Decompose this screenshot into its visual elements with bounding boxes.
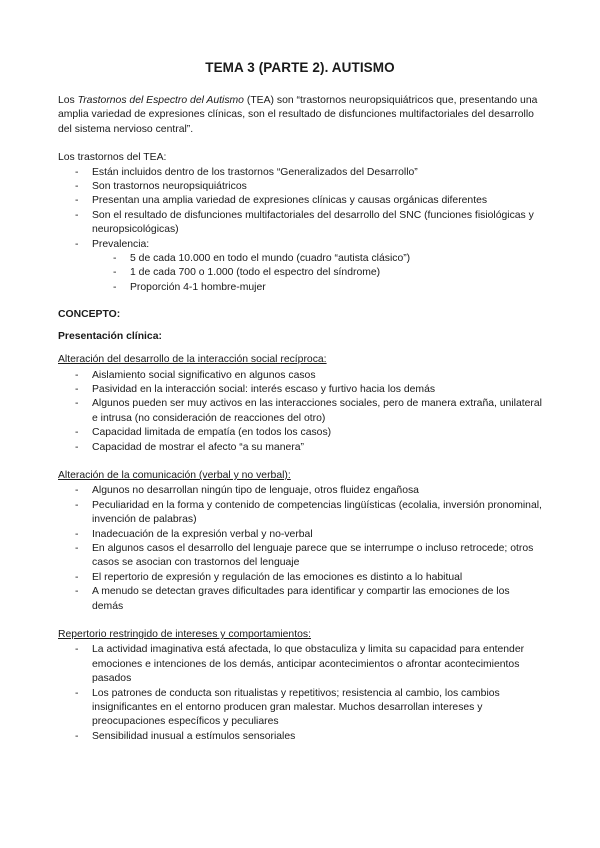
social-list bbox=[58, 369, 542, 455]
list-item: - Inadecuación de la expresión verbal y no-verbal bbox=[58, 528, 542, 542]
list-item: - El repertorio de expresión y regulación de las emociones es distinto a lo habitual bbox=[58, 571, 542, 585]
list-item: - Son el resultado de disfunciones multifactoriales del desarrollo del SNC (funciones fisiológicas y neuropsicológicas) bbox=[58, 209, 542, 238]
repertorio-list bbox=[58, 643, 542, 744]
list-item: - Están incluidos dentro de los trastornos “Generalizados del Desarrollo” bbox=[58, 166, 542, 180]
concepto-heading: CONCEPTO: bbox=[58, 309, 121, 321]
repertorio-heading: Repertorio restringido de intereses y comportamientos: bbox=[58, 629, 311, 640]
comunicacion-list bbox=[58, 484, 542, 614]
list-item: - 1 de cada 700 o 1.000 (todo el espectro del síndrome) bbox=[58, 266, 542, 280]
list-item: - Algunos no desarrollan ningún tipo de lenguaje, otros fluidez engañosa bbox=[58, 484, 542, 498]
list-item: - Aislamiento social significativo en algunos casos bbox=[58, 369, 542, 383]
intro-term: Trastornos del Espectro del Autismo bbox=[77, 95, 244, 106]
social-heading: Alteración del desarrollo de la interacción social recíproca: bbox=[58, 354, 327, 366]
list-item: - Algunos pueden ser muy activos en las interacciones sociales, pero de manera extraña, unilateral e intrusa (no consideración de reacciones del otro) bbox=[58, 397, 542, 426]
list-item: - En algunos casos el desarrollo del lenguaje parece que se interrumpe o incluso retrocede; otros casos se asocian con trastornos del lenguaje bbox=[58, 542, 542, 571]
intro-paragraph bbox=[58, 94, 542, 137]
list-item: - A menudo se detectan graves dificultades para identificar y compartir las emociones de los demás bbox=[58, 585, 542, 614]
comunicacion-heading: Alteración de la comunicación (verbal y no verbal): bbox=[58, 469, 291, 481]
prevalence-list bbox=[58, 252, 542, 295]
list-item: - Prevalencia: bbox=[58, 238, 542, 252]
list-item: - Pasividad en la interacción social: interés escaso y furtivo hacia los demás bbox=[58, 383, 542, 397]
list-item: - Presentan una amplia variedad de expresiones clínicas y causas orgánicas diferentes bbox=[58, 194, 542, 208]
presentacion-heading: Presentación clínica: bbox=[58, 330, 162, 342]
list-item: - Sensibilidad inusual a estímulos sensoriales bbox=[58, 730, 542, 744]
list-item: - Proporción 4-1 hombre-mujer bbox=[58, 281, 542, 295]
document-title: TEMA 3 (PARTE 2). AUTISMO bbox=[205, 60, 395, 75]
list-item: - Peculiaridad en la forma y contenido de competencias lingüísticas (ecolalia, inversión pronominal, invención de palabras) bbox=[58, 499, 542, 528]
list-item: - La actividad imaginativa está afectada, lo que obstaculiza y limita su capacidad para entender emociones e intenciones de los demás, anticipar acontecimientos o afrontar acontecimientos pasados bbox=[58, 643, 542, 686]
intro-rest: (TEA) son “trastornos neuropsiquiátricos que, presentando una amplia variedad de expresiones clínicas, son el resultado de disfunciones multifactoriales del desarrollo del sistema nervioso central”. bbox=[58, 95, 538, 135]
intro-lead: Los bbox=[58, 95, 78, 106]
tea-list bbox=[58, 166, 542, 252]
list-item: - Los patrones de conducta son ritualistas y repetitivos; resistencia al cambio, los cambios insignificantes en el entorno producen gran malestar. Muchos desarrollan intereses y preocupaciones específicos y peculiares bbox=[58, 687, 542, 730]
list-item: - 5 de cada 10.000 en todo el mundo (cuadro “autista clásico”) bbox=[58, 252, 542, 266]
list-item: - Capacidad de mostrar el afecto “a su manera” bbox=[58, 441, 542, 455]
tea-heading: Los trastornos del TEA: bbox=[58, 152, 167, 164]
list-item: - Son trastornos neuropsiquiátricos bbox=[58, 180, 542, 194]
list-item: - Capacidad limitada de empatía (en todos los casos) bbox=[58, 426, 542, 440]
